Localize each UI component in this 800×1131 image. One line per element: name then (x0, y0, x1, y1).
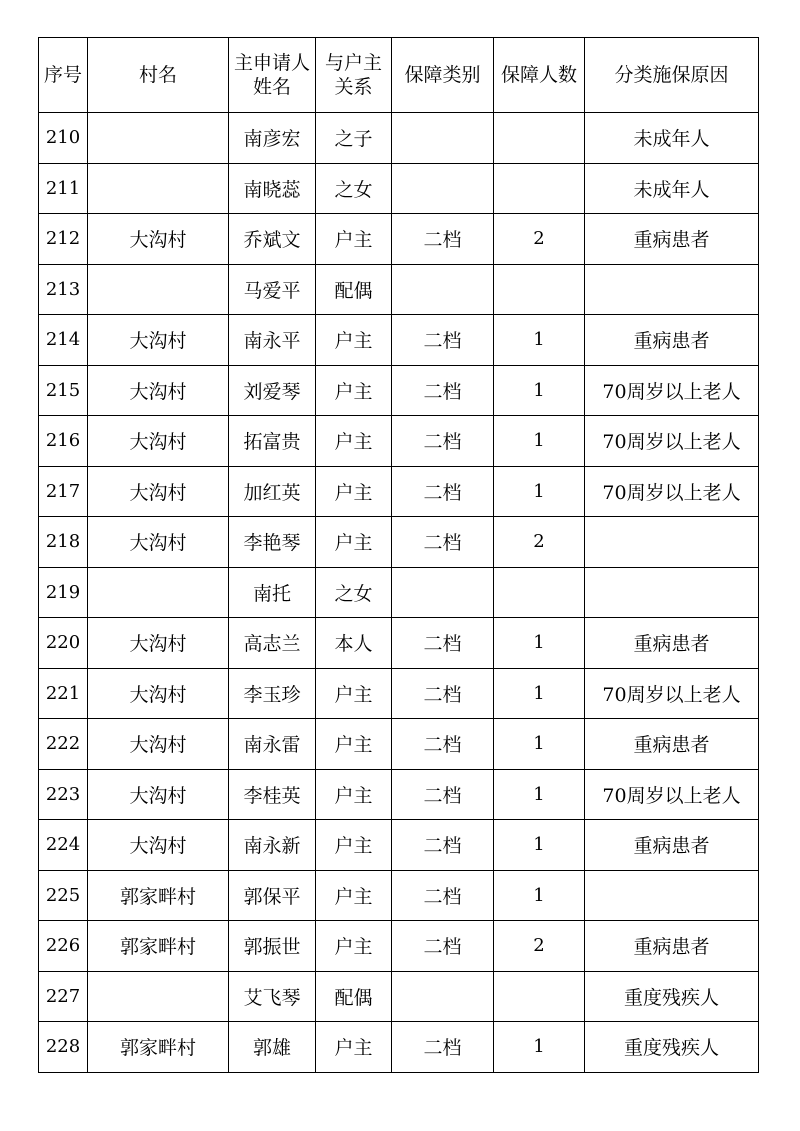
village-cell: 郭家畔村 (88, 921, 229, 972)
applicant-name-cell: 郭雄 (229, 1022, 316, 1073)
relationship-cell: 户主 (316, 921, 392, 972)
persons-cell: 1 (494, 1022, 585, 1073)
reason-cell (585, 870, 759, 921)
applicant-name-cell: 李艳琴 (229, 517, 316, 568)
table-row (39, 113, 759, 164)
village-cell: 大沟村 (88, 668, 229, 719)
category-cell: 二档 (392, 466, 494, 517)
category-cell: 二档 (392, 416, 494, 467)
table-row (39, 820, 759, 871)
reason-cell: 重病患者 (585, 921, 759, 972)
reason-cell: 70周岁以上老人 (585, 365, 759, 416)
applicant-name-cell: 南永平 (229, 315, 316, 366)
persons-cell: 1 (494, 870, 585, 921)
applicant-name-cell: 加红英 (229, 466, 316, 517)
applicant-name-cell: 刘爱琴 (229, 365, 316, 416)
table-row (39, 163, 759, 214)
relationship-cell: 户主 (316, 769, 392, 820)
table-body (39, 113, 759, 1073)
table-row (39, 668, 759, 719)
village-cell: 大沟村 (88, 416, 229, 467)
table-row (39, 921, 759, 972)
applicant-name-cell: 高志兰 (229, 618, 316, 669)
header-covered-persons: 保障人数 (494, 38, 585, 113)
persons-cell: 1 (494, 668, 585, 719)
village-cell (88, 971, 229, 1022)
village-cell: 大沟村 (88, 315, 229, 366)
table-row (39, 870, 759, 921)
assistance-table (38, 37, 759, 1073)
persons-cell: 2 (494, 214, 585, 265)
persons-cell: 1 (494, 820, 585, 871)
persons-cell (494, 971, 585, 1022)
applicant-name-cell: 南托 (229, 567, 316, 618)
header-serial-number: 序号 (39, 38, 88, 113)
category-cell: 二档 (392, 365, 494, 416)
relationship-cell: 户主 (316, 820, 392, 871)
village-cell (88, 567, 229, 618)
header-row (39, 38, 759, 113)
category-cell (392, 567, 494, 618)
village-cell: 大沟村 (88, 618, 229, 669)
village-cell: 大沟村 (88, 214, 229, 265)
category-cell: 二档 (392, 214, 494, 265)
relationship-cell: 本人 (316, 618, 392, 669)
reason-cell: 重病患者 (585, 618, 759, 669)
village-cell (88, 264, 229, 315)
serial-cell: 227 (39, 971, 88, 1022)
table-row (39, 719, 759, 770)
reason-cell: 70周岁以上老人 (585, 466, 759, 517)
applicant-name-cell: 拓富贵 (229, 416, 316, 467)
header-applicant-name: 主申请人姓名 (229, 38, 316, 113)
category-cell: 二档 (392, 769, 494, 820)
village-cell: 大沟村 (88, 820, 229, 871)
header-village-name: 村名 (88, 38, 229, 113)
reason-cell: 未成年人 (585, 163, 759, 214)
applicant-name-cell: 南永雷 (229, 719, 316, 770)
category-cell (392, 113, 494, 164)
serial-cell: 210 (39, 113, 88, 164)
village-cell: 大沟村 (88, 517, 229, 568)
serial-cell: 213 (39, 264, 88, 315)
serial-cell: 224 (39, 820, 88, 871)
relationship-cell: 户主 (316, 315, 392, 366)
serial-cell: 218 (39, 517, 88, 568)
persons-cell (494, 567, 585, 618)
applicant-name-cell: 马爱平 (229, 264, 316, 315)
table-row (39, 416, 759, 467)
category-cell: 二档 (392, 315, 494, 366)
persons-cell (494, 163, 585, 214)
persons-cell: 1 (494, 416, 585, 467)
table-row (39, 769, 759, 820)
relationship-cell: 户主 (316, 416, 392, 467)
reason-cell: 未成年人 (585, 113, 759, 164)
table-row (39, 365, 759, 416)
reason-cell: 重病患者 (585, 719, 759, 770)
header-classification-reason: 分类施保原因 (585, 38, 759, 113)
serial-cell: 220 (39, 618, 88, 669)
reason-cell: 重病患者 (585, 214, 759, 265)
village-cell (88, 113, 229, 164)
category-cell: 二档 (392, 870, 494, 921)
relationship-cell: 户主 (316, 517, 392, 568)
applicant-name-cell: 李桂英 (229, 769, 316, 820)
serial-cell: 228 (39, 1022, 88, 1073)
category-cell: 二档 (392, 921, 494, 972)
persons-cell: 2 (494, 517, 585, 568)
category-cell: 二档 (392, 820, 494, 871)
reason-cell (585, 517, 759, 568)
serial-cell: 219 (39, 567, 88, 618)
table-row (39, 466, 759, 517)
persons-cell: 2 (494, 921, 585, 972)
table-row (39, 214, 759, 265)
relationship-cell: 户主 (316, 668, 392, 719)
village-cell: 大沟村 (88, 719, 229, 770)
header-relationship: 与户主关系 (316, 38, 392, 113)
table-row (39, 971, 759, 1022)
category-cell (392, 971, 494, 1022)
applicant-name-cell: 郭振世 (229, 921, 316, 972)
village-cell: 大沟村 (88, 365, 229, 416)
reason-cell: 重病患者 (585, 315, 759, 366)
serial-cell: 214 (39, 315, 88, 366)
persons-cell (494, 264, 585, 315)
table-row (39, 1022, 759, 1073)
category-cell (392, 264, 494, 315)
persons-cell: 1 (494, 719, 585, 770)
serial-cell: 222 (39, 719, 88, 770)
table-row (39, 618, 759, 669)
table-row (39, 315, 759, 366)
village-cell: 大沟村 (88, 466, 229, 517)
category-cell (392, 163, 494, 214)
serial-cell: 221 (39, 668, 88, 719)
reason-cell: 重度残疾人 (585, 1022, 759, 1073)
table-row (39, 517, 759, 568)
reason-cell (585, 264, 759, 315)
persons-cell: 1 (494, 365, 585, 416)
persons-cell: 1 (494, 466, 585, 517)
serial-cell: 211 (39, 163, 88, 214)
persons-cell: 1 (494, 618, 585, 669)
table-header (39, 38, 759, 113)
relationship-cell: 户主 (316, 466, 392, 517)
applicant-name-cell: 李玉珍 (229, 668, 316, 719)
relationship-cell: 户主 (316, 870, 392, 921)
relationship-cell: 之女 (316, 163, 392, 214)
applicant-name-cell: 南永新 (229, 820, 316, 871)
reason-cell: 重度残疾人 (585, 971, 759, 1022)
table-row (39, 567, 759, 618)
village-cell: 郭家畔村 (88, 870, 229, 921)
relationship-cell: 配偶 (316, 971, 392, 1022)
header-assistance-category: 保障类别 (392, 38, 494, 113)
applicant-name-cell: 乔斌文 (229, 214, 316, 265)
category-cell: 二档 (392, 517, 494, 568)
applicant-name-cell: 艾飞琴 (229, 971, 316, 1022)
relationship-cell: 户主 (316, 365, 392, 416)
reason-cell: 重病患者 (585, 820, 759, 871)
relationship-cell: 之子 (316, 113, 392, 164)
village-cell: 大沟村 (88, 769, 229, 820)
relationship-cell: 配偶 (316, 264, 392, 315)
category-cell: 二档 (392, 668, 494, 719)
persons-cell: 1 (494, 315, 585, 366)
serial-cell: 226 (39, 921, 88, 972)
applicant-name-cell: 南晓蕊 (229, 163, 316, 214)
category-cell: 二档 (392, 618, 494, 669)
relationship-cell: 户主 (316, 214, 392, 265)
applicant-name-cell: 郭保平 (229, 870, 316, 921)
serial-cell: 216 (39, 416, 88, 467)
reason-cell (585, 567, 759, 618)
table-row (39, 264, 759, 315)
serial-cell: 223 (39, 769, 88, 820)
serial-cell: 225 (39, 870, 88, 921)
category-cell: 二档 (392, 719, 494, 770)
serial-cell: 215 (39, 365, 88, 416)
category-cell: 二档 (392, 1022, 494, 1073)
serial-cell: 217 (39, 466, 88, 517)
reason-cell: 70周岁以上老人 (585, 769, 759, 820)
reason-cell: 70周岁以上老人 (585, 668, 759, 719)
village-cell (88, 163, 229, 214)
relationship-cell: 之女 (316, 567, 392, 618)
village-cell: 郭家畔村 (88, 1022, 229, 1073)
relationship-cell: 户主 (316, 719, 392, 770)
persons-cell (494, 113, 585, 164)
serial-cell: 212 (39, 214, 88, 265)
persons-cell: 1 (494, 769, 585, 820)
reason-cell: 70周岁以上老人 (585, 416, 759, 467)
applicant-name-cell: 南彦宏 (229, 113, 316, 164)
relationship-cell: 户主 (316, 1022, 392, 1073)
